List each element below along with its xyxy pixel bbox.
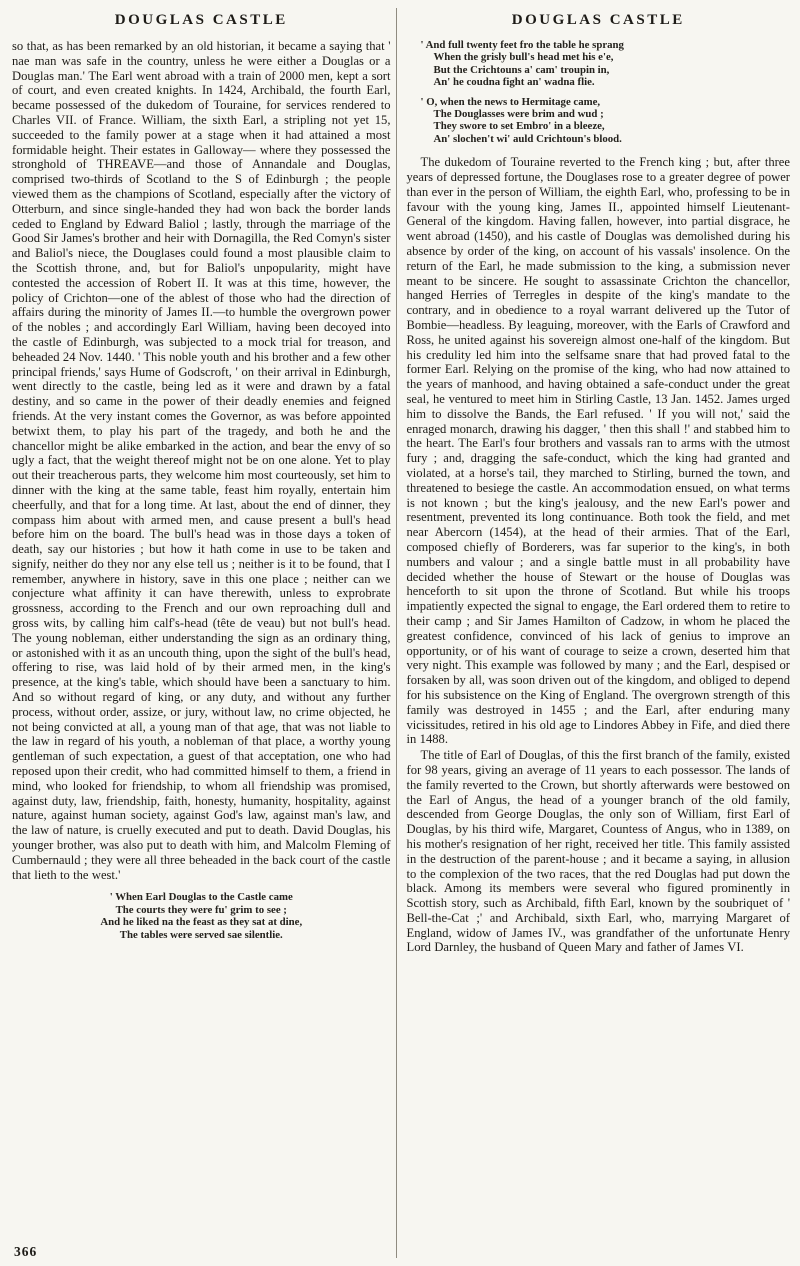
verse-line: When the grisly bull's head met his e'e, xyxy=(433,51,614,64)
page-number: 366 xyxy=(14,1244,38,1259)
verse-line: ' And full twenty feet fro the table he sprang xyxy=(420,39,624,51)
verse-line: An' slochen't wi' auld Crichtoun's blood. xyxy=(433,132,622,145)
right-verse-2 xyxy=(407,96,791,146)
verse-line: The tables were served sae silentlie. xyxy=(119,928,283,941)
left-column xyxy=(12,8,396,1266)
verse-line: The courts they were fu' grim to see ; xyxy=(115,903,287,916)
right-paragraph-title-of-earl: The title of Earl of Douglas, of this the first branch of the family, existed for 98 years, giving an average of 11 years to each possessor. The lands of the family reverted to the Crown, but shortly afterwards were bestowed on the Earl of Angus, the head of a younger branch of the old family, descended from George Douglas, the only son of William, first Earl of Douglas, by his third wife, Margaret, Countess of Angus, who in 1389, on his mother's resignation of her right, received her title. This family assisted in the destruction of the parent-house ; and it became a saying, in allusion to the complexion of the two races, that the red Douglas had put down the black. Among its members were several who figured prominently in Scottish story, such as Archibald, fifth Earl, known by the soubriquet of ' Bell-the-Cat ;' and Archibald, sixth Earl, who, marrying Margaret of England, widow of James IV., was grandfather of the unfortunate Henry Lord Darnley, the husband of Queen Mary and father of James VI. xyxy=(406,748,790,955)
verse-line: ' O, when the news to Hermitage came, xyxy=(420,95,601,108)
verse-line: And he liked na the feast as they sat at dine, xyxy=(100,916,303,929)
verse-line: The Douglasses were brim and wud ; xyxy=(433,108,604,121)
verse-line: But the Crichtouns a' cam' troupin in, xyxy=(433,63,610,76)
verse-line: An' he coudna fight an' wadna flie. xyxy=(433,76,595,89)
left-footer-verse xyxy=(12,891,391,941)
right-verses-block xyxy=(407,39,791,145)
left-column-header: DOUGLAS CASTLE xyxy=(114,12,288,28)
right-column xyxy=(397,8,791,1266)
verse-line: ' When Earl Douglas to the Castle came xyxy=(109,891,293,904)
right-column-header: DOUGLAS CASTLE xyxy=(511,12,685,28)
verse-line: They swore to set Embro' in a bleeze, xyxy=(433,120,605,133)
left-body-paragraph: so that, as has been remarked by an old historian, it became a saying that ' nae man was safe in the country, unless he were either a Douglas or a Douglas man.' The Earl went abroad with a train of 2000 men, kept a sort of court, and even created knights. In 1424, Archibald, the fourth Earl, became possessed of the dukedom of Touraine, for services rendered to Charles VII. of France. William, the sixth Earl, a stripling not yet 15, succeeded to the family power at a stage when it had attained a most formidable height. Their estates in Galloway— where they possessed the stronghold of THREAVE—and those of Annandale and Douglas, comprised two-thirds of Scotland to the S of Edinburgh ; the people viewed them as the champions of Scotland, especially after the victory of Otterburn, and since single-handed they had won back the border lands ceded to England by Edward Baliol ; lastly, through the marriage of the Good Sir James's brother and heir with Dornagilla, the Red Comyn's sister and Baliol's niece, the Douglases could found a most plausible claim to the Scottish throne, and, but for Baliol's unpopularity, might have contested the accession of Robert II. It was at this time, however, the policy of Crichton—one of the ablest of those who had the direction of affairs during the minority of James II.—to humble the overgrown power of the nobles ; and accordingly Earl William, having been decoyed into the castle of Edinburgh, was subjected to a mock trial for treason, and beheaded 24 Nov. 1440. ' This noble youth and his brother and a few other principal friends,' says Hume of Godscroft, ' on their arrival in Edinburgh, went directly to the castle, being led as it were and drawn by a fatal destiny, and so came in the power of their deadly enemies and feigned friends. At the very instant comes the Governor, as was before appointed betwixt them, to play his part of the tragedy, and both he and the chancellor might be alike embarked in the action, and bear the envy of so ugly a fact, that the weight thereof might not be on one alone. Yet to play out their treacherous parts, they welcome him most courteously, set him to dinner with the king at the same table, feast him royally, entertain him cheerfully, and that for a long time. At last, about the end of dinner, they compass him about with armed men, and cause present a bull's head before him on the board. The bull's head was in those days a token of death, say our histories ; but how it hath come in use to be taken and signify, neither do they nor any else tell us ; neither is it to be found, that I remember, anywhere in history, save in this one place ; neither can we conjecture what affinity it can have therewith, unless to exprobrate grossness, according to the French and our own reproaching dull and gross wits, by calling him calf's-head (tête de veau) but not bull's head. The young nobleman, either understanding the sign as an ordinary thing, or astonished with it as an uncouth thing, upon the sight of the bull's head, offering to rise, was laid hold of by their armed men, in the king's presence, at the king's table, which should have been a sanctuary to him. And so without regard of king, or any duty, and without any further process, without order, assize, or jury, without law, no crime objected, he not being convicted at all, a young man of that age, that was not liable to the law in regard of his youth, a nobleman of that place, a worthy young gentleman of such expectation, a guest of that acceptation, one who had reposed upon their credit, who had committed himself to them, a friend in mind, who looked for friendship, to whom all friendship was promised, against duty, law, friendship, faith, honesty, humanity, hospitality, against nature, against human society, against God's law, against man's law, and the law of nature, is cruelly executed and put to death. David Douglas, his younger brother, was also put to death with him, and Malcolm Fleming of Cumbernauld ; they were all three beheaded in the back court of the castle that lieth to the west.' xyxy=(12,39,391,882)
right-verse-1 xyxy=(407,39,791,89)
right-paragraph-dukedom: The dukedom of Touraine reverted to the French king ; but, after three years of depressed fortune, the Douglases rose to a greater degree of power than ever in the person of William, the eighth Earl, who, professing to be in favour with the young king, James II., appointed himself Lieutenant-General of the kingdom. Having fallen, however, into partial disgrace, he went abroad (1450), and his castle of Douglas was demolished during his absence by order of the king, on account of his vassals' insolence. On the return of the Earl, he made submission to the king, a submission never meant to be sincere. He sought to assassinate Crichton the chancellor, hanged Herries of Terregles in despite of the king's mandate to the contrary, and in obedience to a royal warrant delivered up the Tutor of Bombie—headless. By leaguing, moreover, with the Earls of Crawford and Ross, he united against his sovereign almost one-half of the kingdom. But his credulity led him into the selfsame snare that had proved fatal to the former Earl. Relying on the promise of the king, who had now attained to the years of manhood, and having obtained a safe-conduct under the great seal, he ventured to meet him in Stirling Castle, 13 Jan. 1452. James urged him to dissolve the Bands, the Earl refused. ' If you will not,' said the enraged monarch, drawing his dagger, ' then this shall !' and stabbed him to the heart. The Earl's four brothers and vassals ran to arms with the utmost fury ; and, dragging the safe-conduct, which the king had granted and violated, at a horse's tail, they marched to Stirling, burned the town, and threatened to besiege the castle. An accommodation ensued, on what terms is not known ; but the king's jealousy, and the new Earl's power and resentment, prevented its long continuance. Both took the field, and met near Abercorn (1454), at the head of their armies. That of the Earl, composed chiefly of Borderers, was far superior to the king's, in both numbers and valour ; and a single battle must in all probability have decided whether the house of Stewart or the house of Douglas was henceforth to sit upon the throne of Scotland. But while his troops impatiently expected the signal to engage, the Earl ordered them to retire to their camp ; and Sir James Hamilton of Cadzow, in whom he placed the greatest confidence, convinced of his lack of genius to improve an opportunity, or of his want of courage to seize a crown, deserted him that very night. This example was followed by many ; and the Earl, despised or forsaken by all, was soon driven out of the kingdom, and obliged to depend for his subsistence on the King of England. The overgrown strength of this family was destroyed in 1455 ; and the Earl, after enduring many vicissitudes, retired in his old age to Lindores Abbey in Fife, and died there in 1488. xyxy=(406,155,790,747)
